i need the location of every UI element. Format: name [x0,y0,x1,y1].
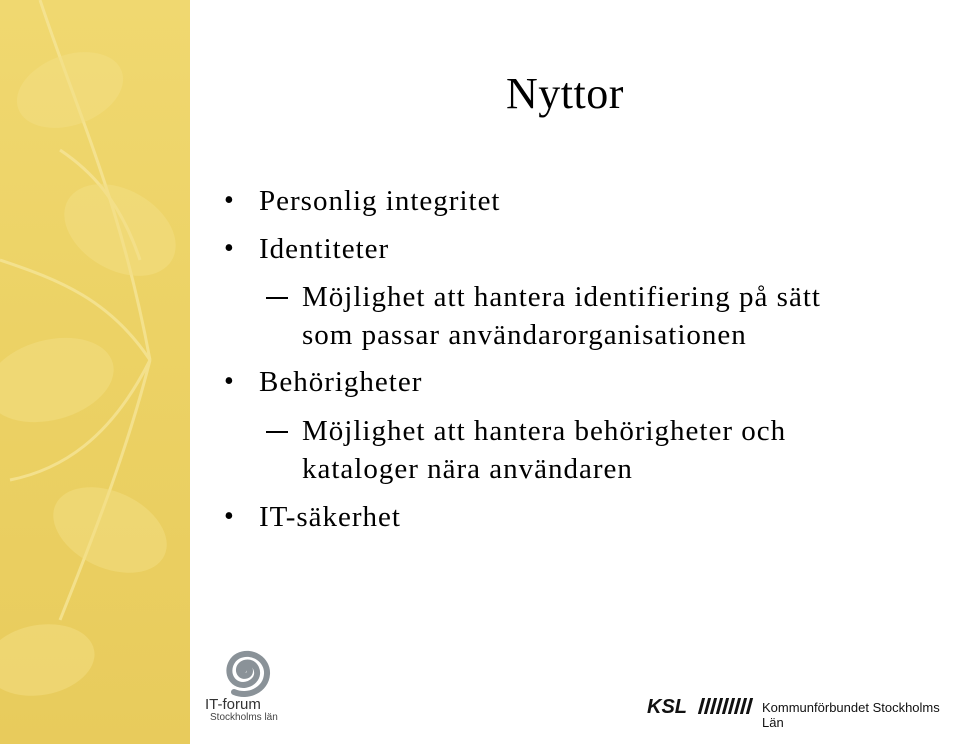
it-forum-logo-sub: Stockholms län [210,712,278,723]
bullet-icon: • [224,501,234,532]
bullet-identiteter: Identiteter [259,233,390,265]
ksl-logo-mark: KSL [647,696,687,718]
bullet-icon: • [224,366,234,397]
bullet-it-sakerhet: IT-säkerhet [259,501,401,533]
leaf-pattern [0,0,190,744]
sub-bullet-behorigheter-line1: Möjlighet att hantera behörigheter och [302,415,787,447]
ksl-logo-name: Kommunförbundet Stockholms Län [762,700,940,730]
dash-icon [266,297,288,299]
it-forum-logo-name: IT-forum [205,696,261,713]
bullet-behorigheter: Behörigheter [259,366,423,398]
sub-bullet-behorigheter-line2: kataloger nära användaren [302,453,633,485]
bullet-personlig-integritet: Personlig integritet [259,185,501,217]
ksl-bars-icon [700,698,754,719]
dash-icon [266,431,288,433]
spiral-icon [210,640,290,700]
sub-bullet-identiteter-line2: som passar användarorganisationen [302,319,747,351]
decorative-sidebar [0,0,190,744]
bullet-icon: • [224,233,234,264]
slide-title: Nyttor [506,69,624,118]
bullet-icon: • [224,185,234,216]
sub-bullet-identiteter-line1: Möjlighet att hantera identifiering på sätt [302,281,821,313]
